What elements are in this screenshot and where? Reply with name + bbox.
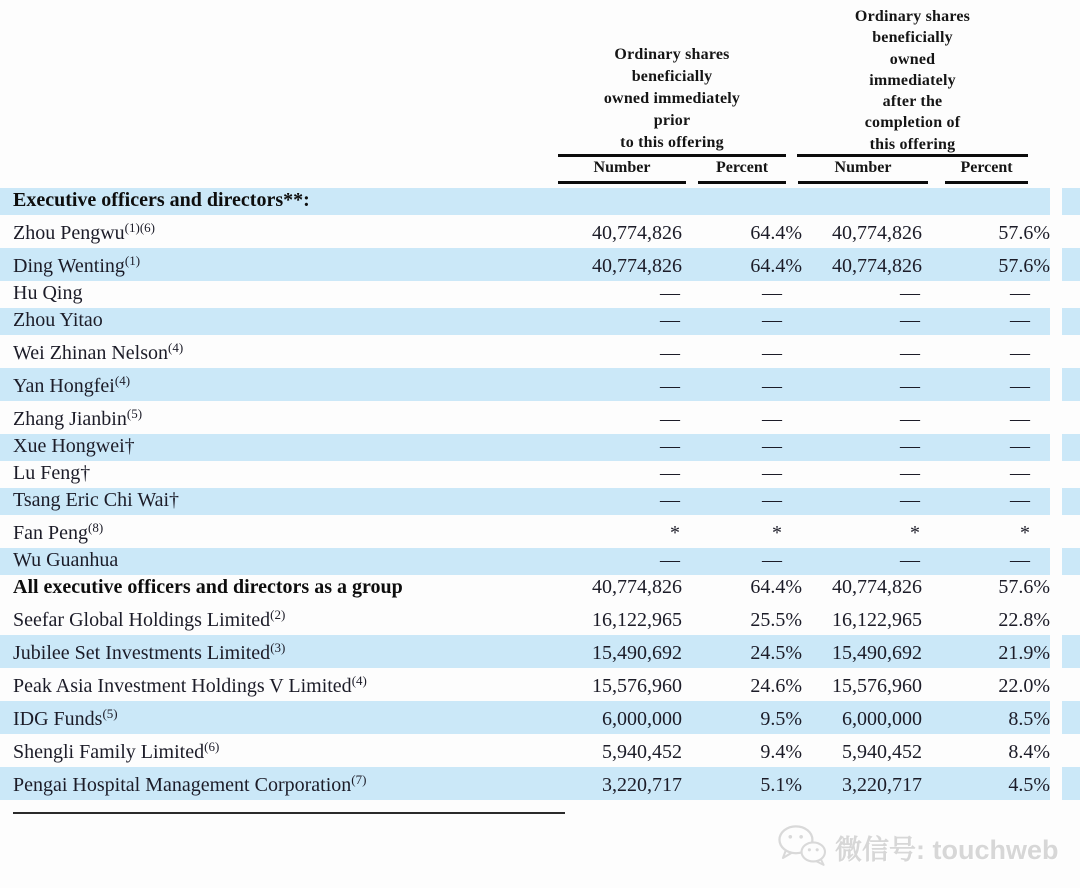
footnote-reference: (4) [114,373,131,389]
footnote-reference: (5) [102,706,118,722]
cell-value: 9.4% [760,741,802,763]
table-row [0,248,1080,281]
table-row [0,368,1080,401]
cell-value: * [910,522,920,544]
cell-value: — [660,375,680,397]
shareholder-table [0,188,1080,800]
column-rule-percent-prior [698,181,786,184]
row-label: Zhou Pengwu$^{(1)(6)}$ [13,220,155,244]
cell-value: — [762,489,782,511]
cell-value: — [900,435,920,457]
cell-value: — [1010,309,1030,331]
table-row [0,602,1080,635]
cell-value: — [762,375,782,397]
footnote-reference: (1)(6) [124,220,155,236]
cell-value: — [1010,549,1030,571]
row-label: Zhou Yitao [13,309,103,331]
table-row [0,635,1080,668]
cell-value: 57.6% [998,576,1050,598]
cell-value: 9.5% [760,708,802,730]
table-row [0,734,1080,767]
row-label: Zhang Jianbin$^{(5)}$ [13,406,143,430]
wechat-icon [776,822,828,873]
footnote-reference: (7) [351,772,367,788]
row-label: Hu Qing [13,282,83,304]
table-row [0,401,1080,434]
cell-value: — [660,462,680,484]
cell-value: 6,000,000 [602,708,682,730]
footnote-reference: (6) [204,739,220,755]
cell-value: — [762,462,782,484]
cell-value: 40,774,826 [592,576,682,598]
cell-value: — [1010,375,1030,397]
table-row [0,548,1080,575]
row-label: Pengai Hospital Management Corporation$^{(7)}$ [13,772,367,796]
table-row [0,668,1080,701]
row-label: Fan Peng$^{(8)}$ [13,520,104,544]
cell-value: 15,576,960 [592,675,682,697]
cell-value: 24.5% [750,642,802,664]
cell-value: 57.6% [998,255,1050,277]
cell-value: — [1010,435,1030,457]
row-label: Yan Hongfei$^{(4)}$ [13,373,131,397]
row-label: All executive officers and directors as a group [13,576,403,598]
cell-value: — [762,435,782,457]
footnote-reference: (8) [88,520,104,536]
cell-value: — [660,342,680,364]
cell-value: — [762,342,782,364]
cell-value: — [1010,408,1030,430]
row-label: IDG Funds$^{(5)}$ [13,706,118,730]
cell-value: — [660,309,680,331]
cell-value: — [900,549,920,571]
cell-value: — [660,435,680,457]
table-row [0,281,1080,308]
row-label: Ding Wenting$^{(1)}$ [13,253,141,277]
cell-value: — [762,309,782,331]
column-header-percent-prior: Percent [715,159,769,176]
cell-value: — [1010,489,1030,511]
cell-value: 16,122,965 [832,609,922,631]
cell-value: 22.0% [998,675,1050,697]
cell-value: 24.6% [750,675,802,697]
cell-value: — [900,342,920,364]
column-rule-number-prior [558,181,686,184]
table-row [0,335,1080,368]
row-label: Jubilee Set Investments Limited$^{(3)}$ [13,640,286,664]
cell-value: 15,490,692 [592,642,682,664]
footnote-reference: (5) [126,406,143,422]
footnote-separator-rule [13,812,565,814]
cell-value: — [900,462,920,484]
cell-value: — [900,282,920,304]
row-label: Wei Zhinan Nelson$^{(4)}$ [13,340,184,364]
column-group-header-prior-offering: Ordinary shares beneficially owned immediately prior to this offering [603,46,741,151]
cell-value: — [660,549,680,571]
watermark [776,822,1059,873]
footnote-reference: (2) [270,607,286,623]
cell-value: 22.8% [998,609,1050,631]
table-row [0,461,1080,488]
cell-value: * [1020,522,1030,544]
cell-value: 5.1% [760,774,802,796]
cell-value: — [762,282,782,304]
cell-value: 21.9% [998,642,1050,664]
cell-value: 15,576,960 [832,675,922,697]
cell-value: — [900,408,920,430]
cell-value: 40,774,826 [832,222,922,244]
table-row [0,188,1080,215]
row-label: Executive officers and directors**: [13,189,310,211]
table-row [0,308,1080,335]
cell-value: — [1010,342,1030,364]
column-header-number-prior: Number [593,159,651,176]
cell-value: * [772,522,782,544]
footnote-reference: (3) [270,640,286,656]
column-header-percent-after: Percent [960,159,1013,176]
header-rule-after [797,154,1028,157]
cell-value: * [670,522,680,544]
table-row [0,767,1080,800]
cell-value: 40,774,826 [592,222,682,244]
cell-value: 8.5% [1008,708,1050,730]
cell-value: — [660,408,680,430]
cell-value: — [762,549,782,571]
column-rule-percent-after [945,181,1028,184]
row-label: Seefar Global Holdings Limited$^{(2)}$ [13,607,286,631]
table-row [0,434,1080,461]
row-label: Wu Guanhua [13,549,119,571]
cell-value: — [900,309,920,331]
table-row [0,575,1080,602]
column-gutter [1050,188,1062,800]
table-row [0,701,1080,734]
row-label: Xue Hongwei† [13,435,135,457]
cell-value: 3,220,717 [602,774,682,796]
table-row [0,515,1080,548]
cell-value: — [900,489,920,511]
column-group-header-after-offering: Ordinary shares beneficially owned immediately after the completion of this offering [854,8,971,153]
cell-value: 64.4% [750,222,802,244]
cell-value: 40,774,826 [832,576,922,598]
table-row [0,215,1080,248]
cell-value: — [660,489,680,511]
cell-value: 64.4% [750,576,802,598]
cell-value: — [1010,282,1030,304]
cell-value: 15,490,692 [832,642,922,664]
cell-value: 6,000,000 [842,708,922,730]
cell-value: 16,122,965 [592,609,682,631]
row-label: Tsang Eric Chi Wai† [13,489,180,511]
row-label: Lu Feng† [13,462,91,484]
cell-value: 40,774,826 [832,255,922,277]
cell-value: 57.6% [998,222,1050,244]
cell-value: 64.4% [750,255,802,277]
cell-value: 5,940,452 [602,741,682,763]
cell-value: 3,220,717 [842,774,922,796]
column-header-number-after: Number [834,159,892,176]
watermark-text: 微信号: touchweb [835,835,1059,865]
table-row [0,488,1080,515]
cell-value: — [660,282,680,304]
footnote-reference: (4) [168,340,184,356]
cell-value: 40,774,826 [592,255,682,277]
column-rule-number-after [798,181,928,184]
footnote-reference: (1) [124,253,141,269]
row-label: Shengli Family Limited$^{(6)}$ [13,739,220,763]
header-rule-prior [558,154,786,157]
footnote-reference: (4) [351,673,367,689]
cell-value: — [900,375,920,397]
cell-value: — [762,408,782,430]
cell-value: 4.5% [1008,774,1050,796]
cell-value: — [1010,462,1030,484]
cell-value: 8.4% [1008,741,1050,763]
cell-value: 25.5% [750,609,802,631]
row-label: Peak Asia Investment Holdings V Limited$^{(4)}$ [13,673,367,697]
cell-value: 5,940,452 [842,741,922,763]
